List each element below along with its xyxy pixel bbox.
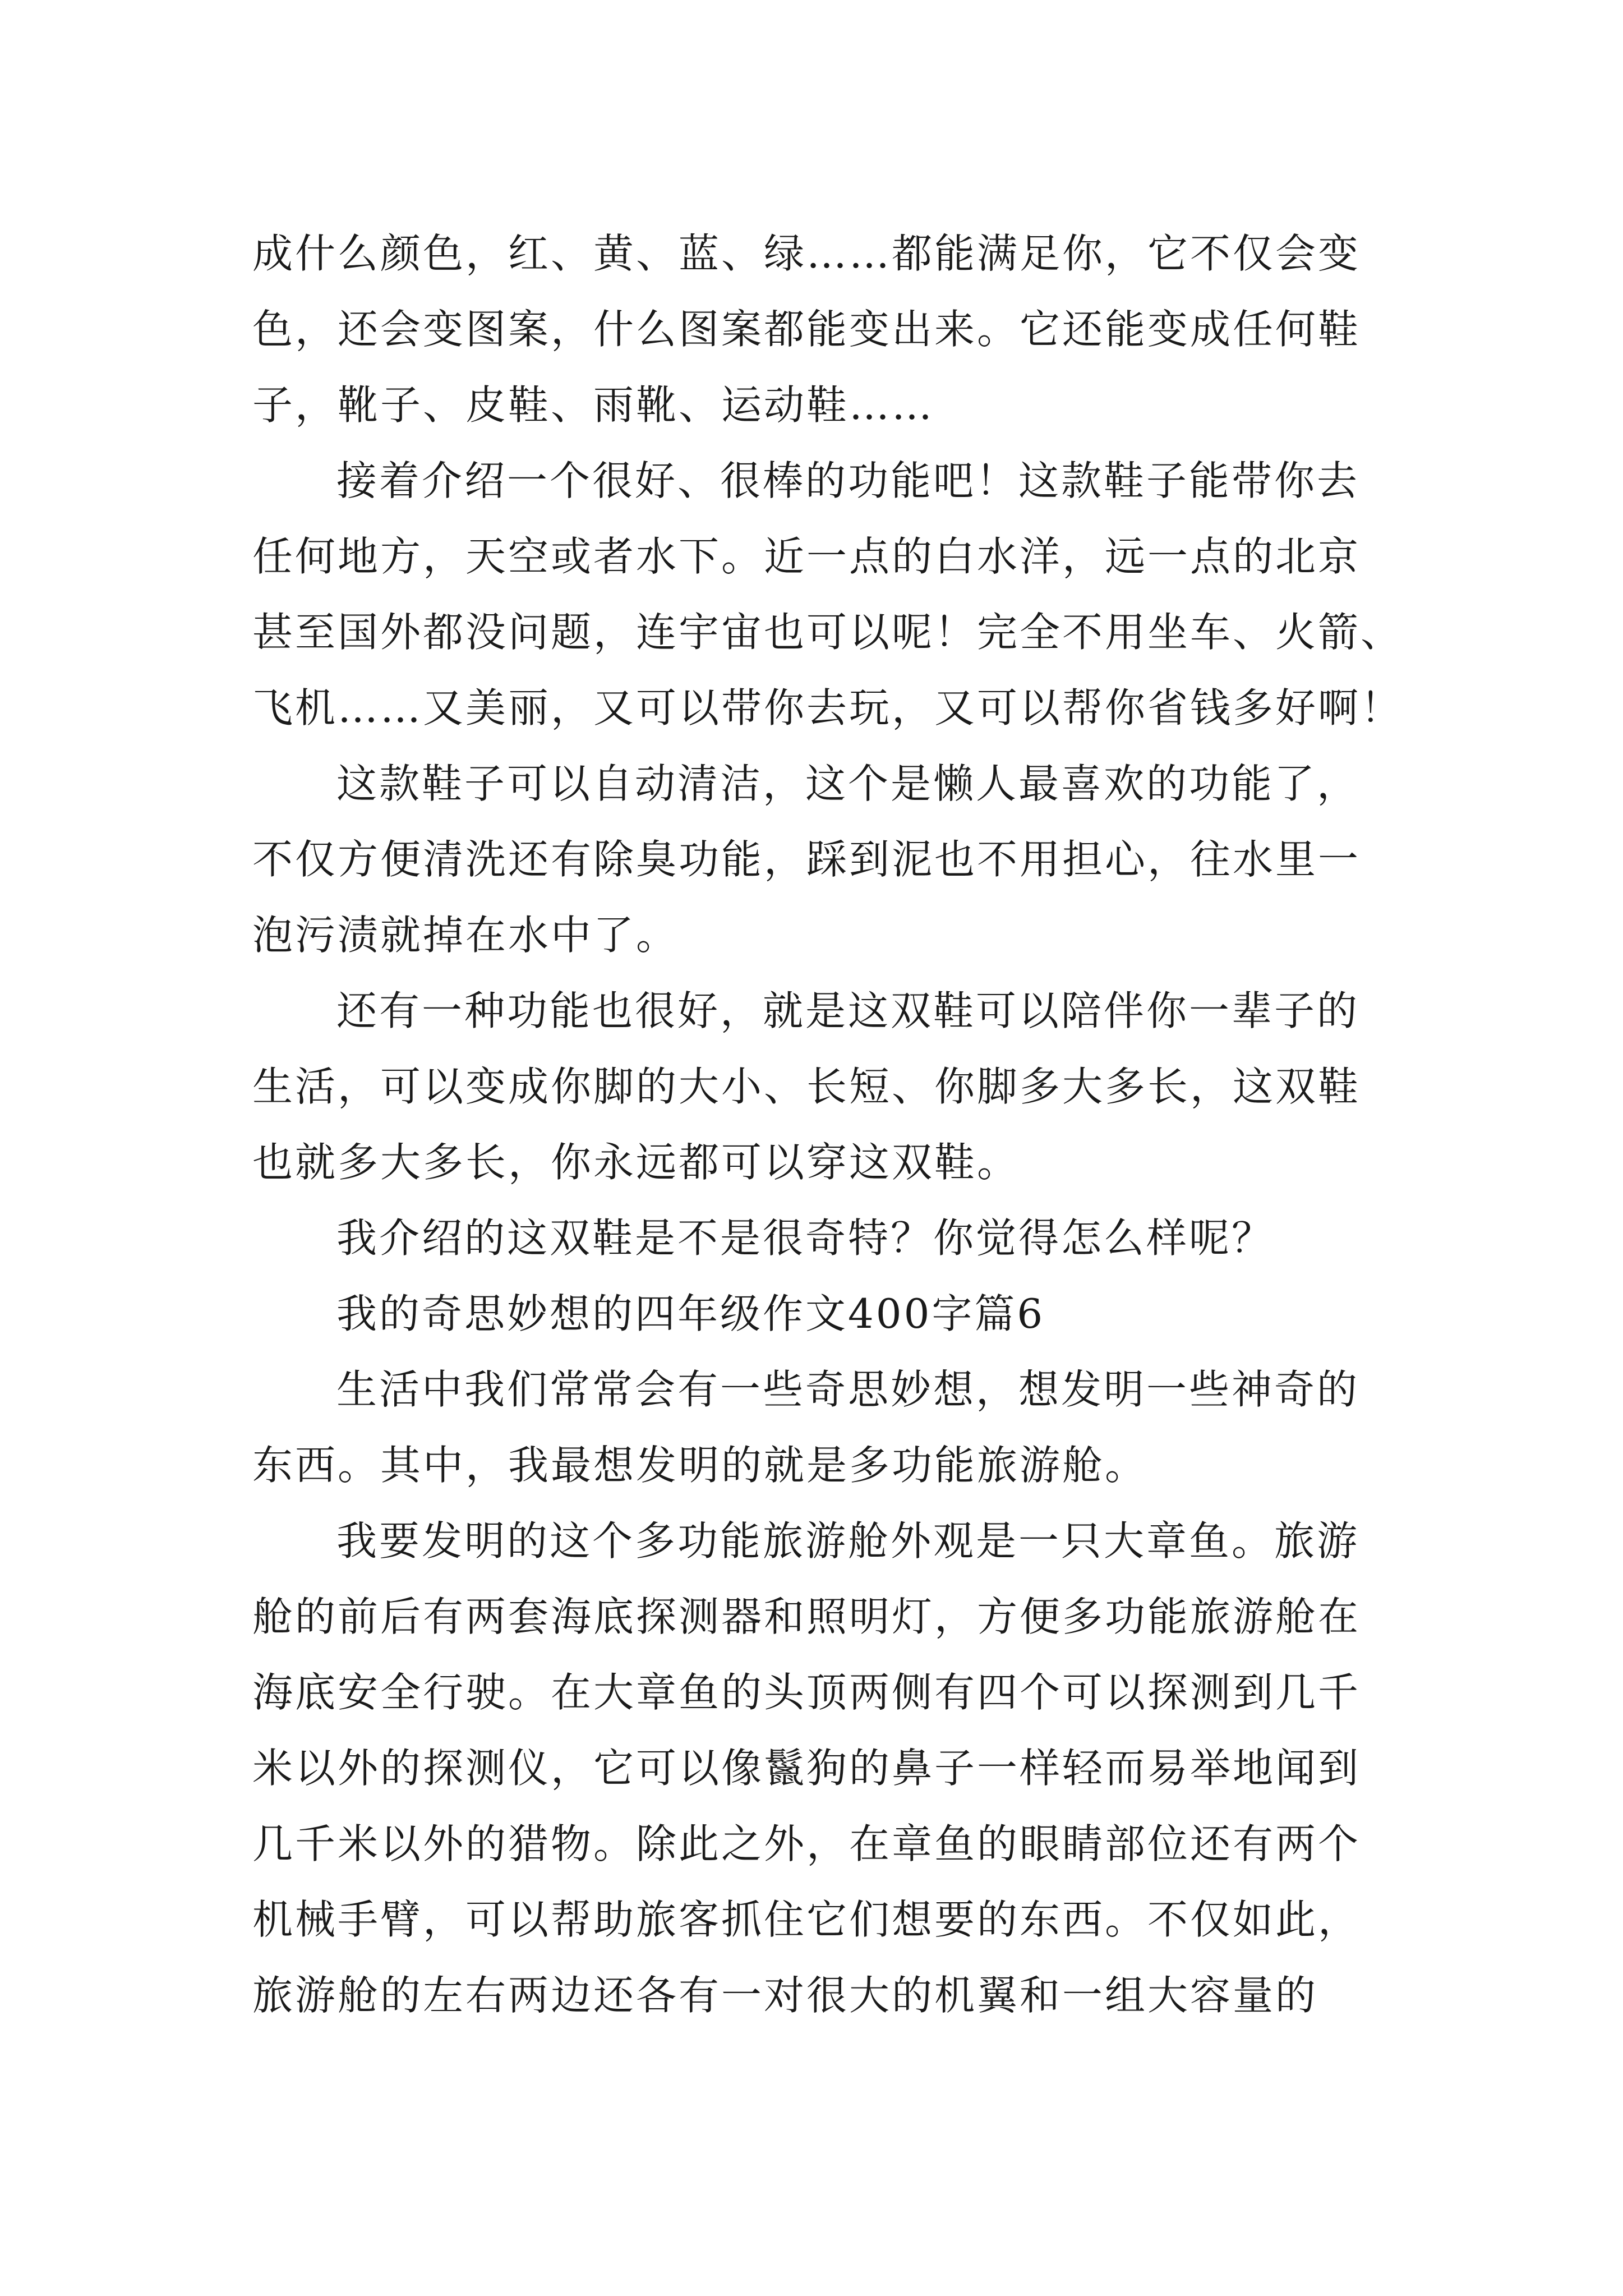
text-line: 米以外的探测仪，它可以像鬣狗的鼻子一样轻而易举地闻到 bbox=[252, 1745, 1361, 1792]
text-line: 我要发明的这个多功能旅游舱外观是一只大章鱼。旅游 bbox=[336, 1517, 1360, 1565]
paragraph-cabin-intro bbox=[252, 1352, 1396, 1503]
paragraph-shoe-travel bbox=[252, 443, 1404, 746]
heading-text: 我的奇思妙想的四年级作文400字篇6 bbox=[336, 1290, 1045, 1337]
text-line: 舱的前后有两套海底探测器和照明灯，方便多功能旅游舱在 bbox=[252, 1593, 1361, 1640]
text-line: 接着介绍一个很好、很棒的功能吧！这款鞋子能带你去 bbox=[336, 457, 1360, 504]
text-line: 海底安全行驶。在大章鱼的头顶两侧有四个可以探测到几千 bbox=[252, 1669, 1361, 1716]
document-body bbox=[252, 216, 1404, 2033]
text-line: 机械手臂，可以帮助旅客抓住它们想要的东西。不仅如此， bbox=[252, 1896, 1361, 1943]
text-line: 不仅方便清洗还有除臭功能，踩到泥也不用担心，往水里一 bbox=[252, 836, 1361, 883]
essay-heading bbox=[252, 1276, 1396, 1352]
text-line: 泡污渍就掉在水中了。 bbox=[252, 912, 679, 959]
paragraph-shoe-cleaning bbox=[252, 746, 1396, 973]
text-line: 我介绍的这双鞋是不是很奇特？你觉得怎么样呢？ bbox=[336, 1214, 1275, 1262]
text-line: 旅游舱的左右两边还各有一对很大的机翼和一组大容量的 bbox=[252, 1972, 1318, 2019]
text-line: 还有一种功能也很好，就是这双鞋可以陪伴你一辈子的 bbox=[336, 987, 1360, 1034]
text-line: 东西。其中，我最想发明的就是多功能旅游舱。 bbox=[252, 1442, 1148, 1489]
text-line: 成什么颜色，红、黄、蓝、绿……都能满足你，它不仅会变 bbox=[252, 230, 1361, 277]
text-line: 几千米以外的猎物。除此之外，在章鱼的眼睛部位还有两个 bbox=[252, 1820, 1361, 1867]
text-line: 任何地方，天空或者水下。近一点的白水洋，远一点的北京 bbox=[252, 533, 1361, 580]
paragraph-shoe-colors bbox=[252, 216, 1396, 443]
paragraph-shoe-size bbox=[252, 973, 1396, 1200]
text-line: 也就多大多长，你永远都可以穿这双鞋。 bbox=[252, 1139, 1020, 1186]
text-line: 生活，可以变成你脚的大小、长短、你脚多大多长，这双鞋 bbox=[252, 1063, 1361, 1110]
text-line: 子，靴子、皮鞋、雨靴、运动鞋…… bbox=[252, 381, 935, 429]
text-line: 色，还会变图案，什么图案都能变出来。它还能变成任何鞋 bbox=[252, 306, 1361, 353]
text-line: 生活中我们常常会有一些奇思妙想，想发明一些神奇的 bbox=[336, 1366, 1360, 1413]
paragraph-shoe-question bbox=[252, 1200, 1396, 1276]
text-line: 甚至国外都没问题，连宇宙也可以呢！完全不用坐车、火箭、 bbox=[252, 609, 1404, 656]
text-line: 飞机……又美丽，又可以带你去玩，又可以帮你省钱多好啊！ bbox=[252, 684, 1404, 731]
paragraph-cabin-description bbox=[252, 1503, 1396, 2033]
text-line: 这款鞋子可以自动清洁，这个是懒人最喜欢的功能了， bbox=[336, 760, 1360, 807]
